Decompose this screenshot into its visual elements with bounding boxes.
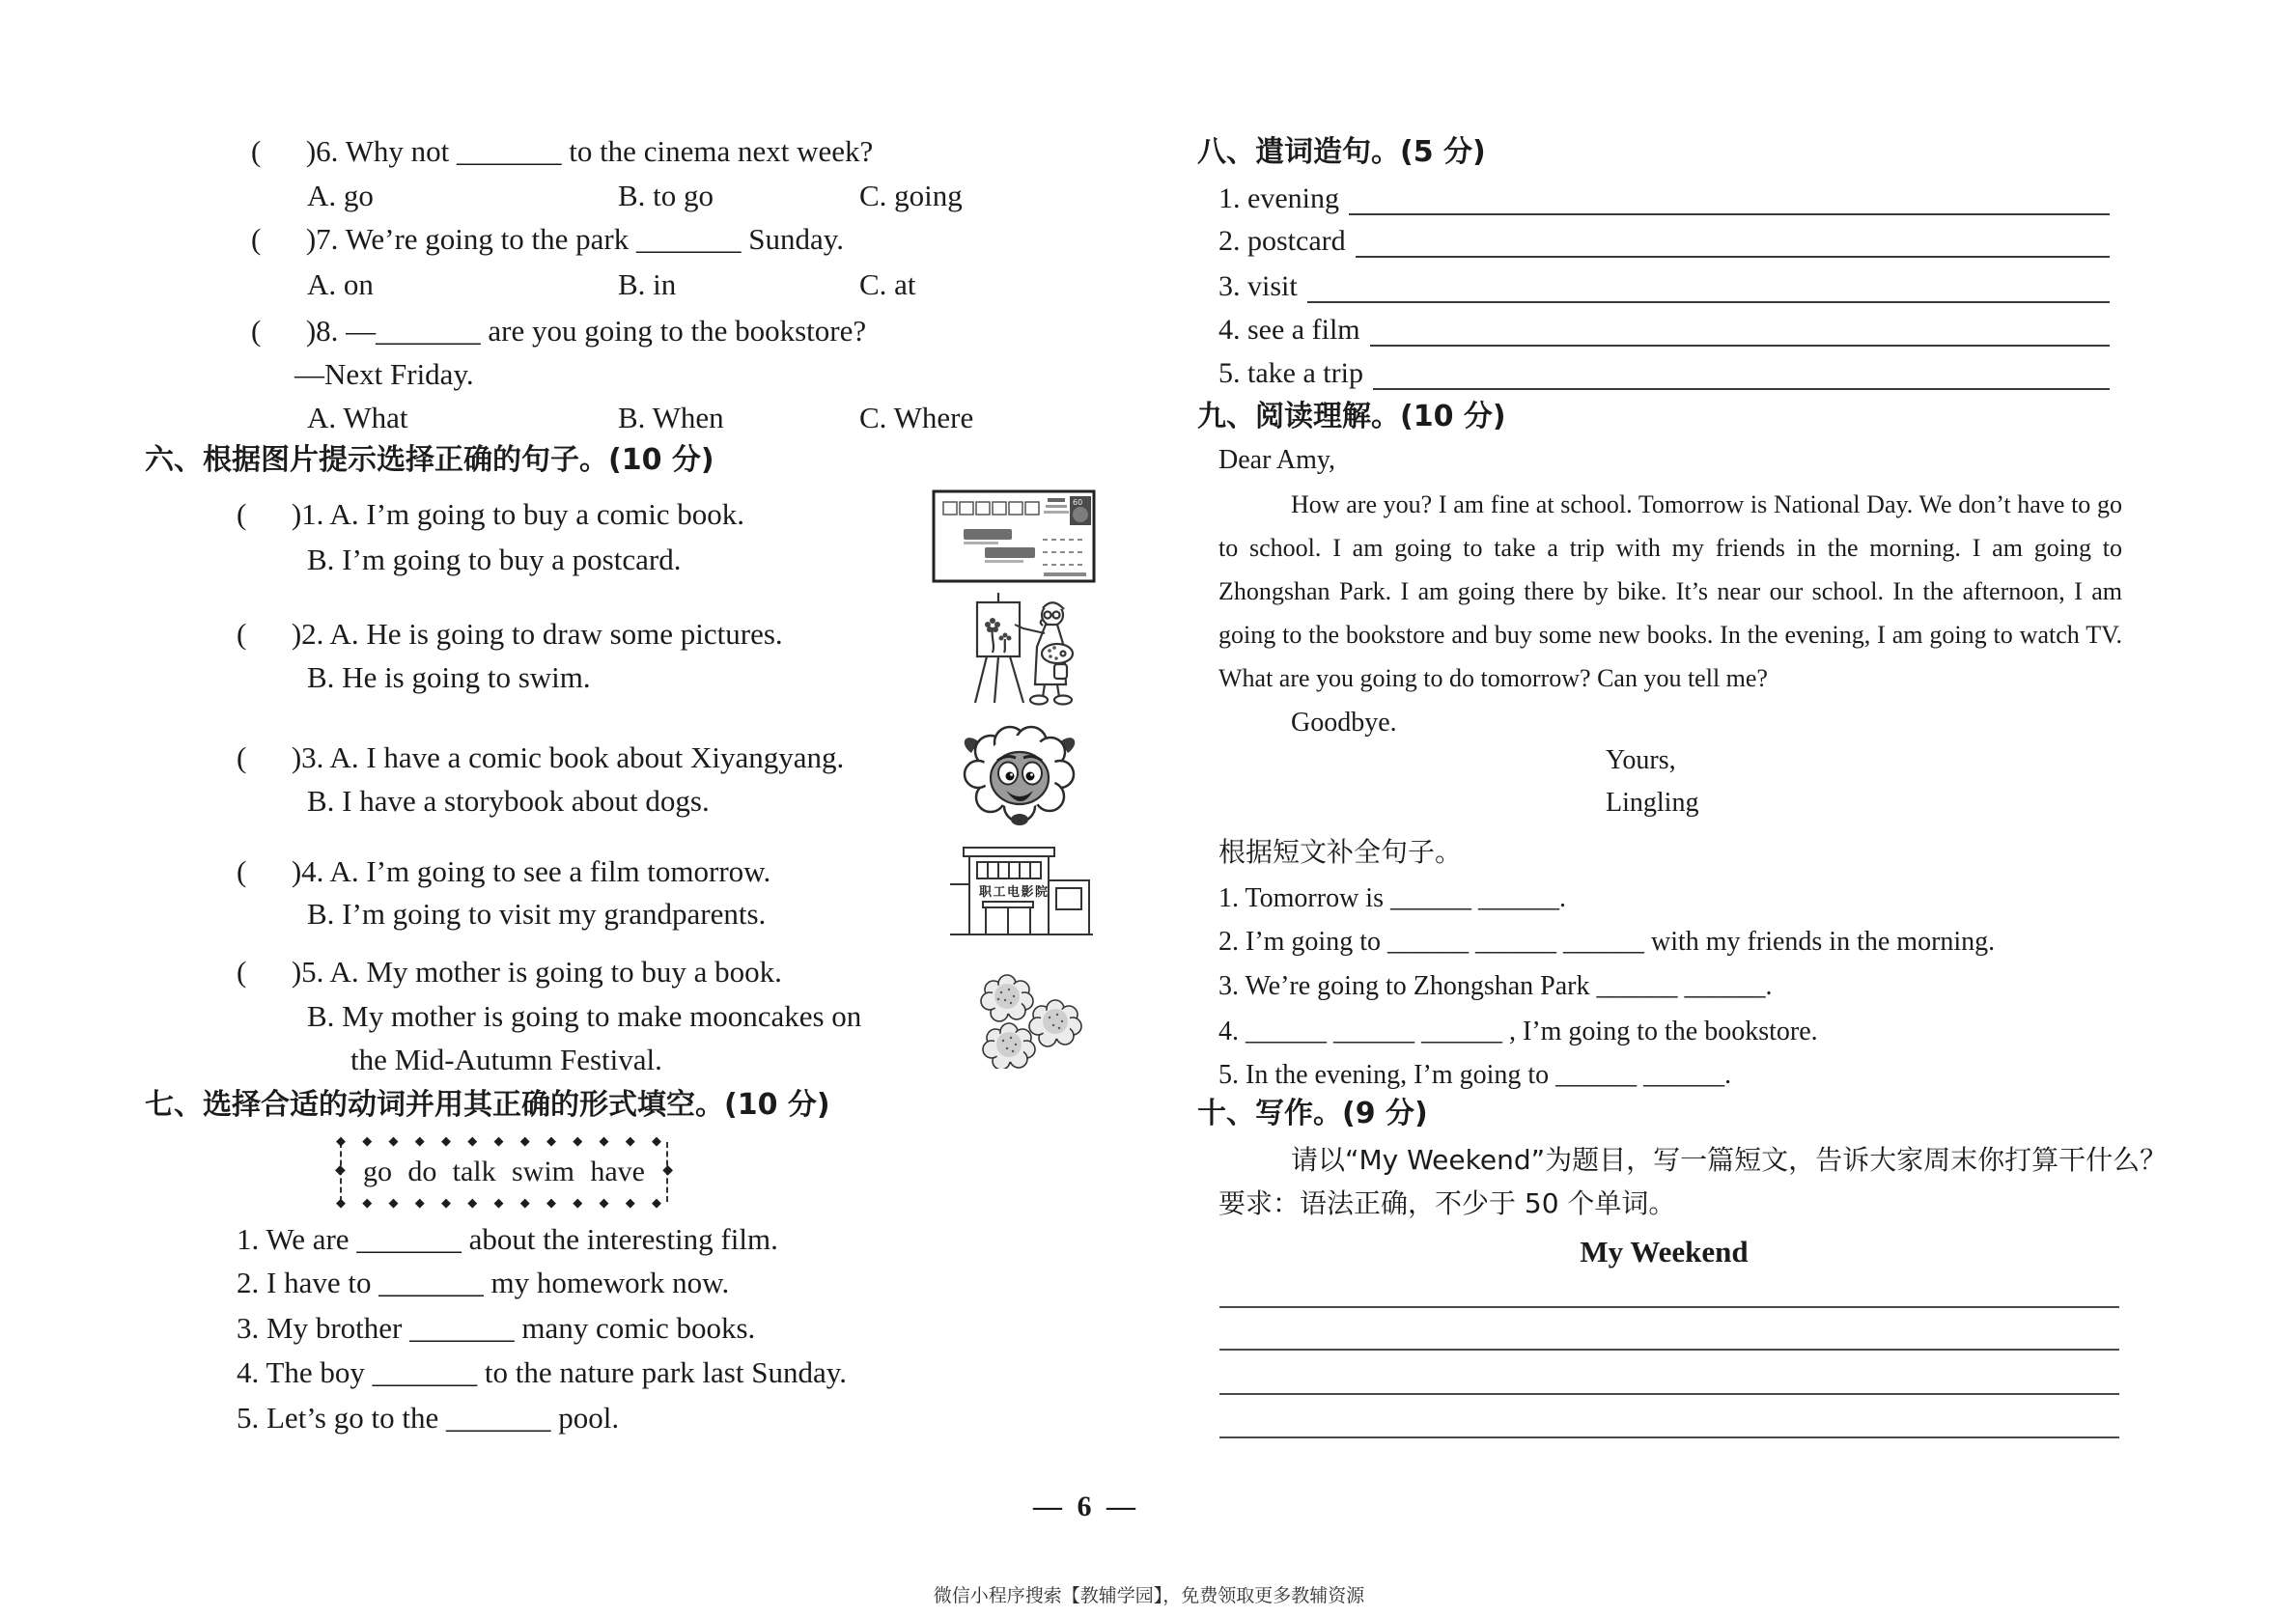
question-6-option-b: B. to go xyxy=(618,179,714,212)
letter-salutation: Dear Amy, xyxy=(1218,445,1336,475)
s9-item-2: 2. I’m going to ______ ______ ______ with my friends in the morning. xyxy=(1218,927,1996,957)
word-bank-word: swim xyxy=(511,1156,574,1187)
s8-item-4: 4. see a film xyxy=(1218,314,1360,346)
section-6-title: 六、根据图片提示选择正确的句子。(10 分) xyxy=(145,443,714,477)
footer-promo-text: 微信小程序搜索【教辅学园】，免费领取更多教辅资源 xyxy=(933,1585,1365,1606)
s8-item-row xyxy=(1218,310,2110,350)
s6-item-4-b: B. I’m going to visit my grandparents. xyxy=(307,897,767,931)
s7-item-1: 1. We are _______ about the interesting film. xyxy=(237,1222,778,1256)
letter-signature: Lingling xyxy=(1606,788,1699,818)
s6-item-1-b: B. I’m going to buy a postcard. xyxy=(307,543,682,576)
essay-writing-line xyxy=(1219,1306,2119,1308)
question-8-option-a: A. What xyxy=(307,401,408,434)
question-6-stem: ( )6. Why not _______ to the cinema next week? xyxy=(251,134,874,168)
s8-item-row xyxy=(1218,221,2110,262)
answer-blank-line xyxy=(1307,266,2110,303)
s6-item-5-b: B. My mother is going to make mooncakes on xyxy=(307,999,862,1033)
word-bank-word: go xyxy=(363,1156,392,1187)
s7-item-5: 5. Let’s go to the _______ pool. xyxy=(237,1401,620,1435)
question-7-option-a: A. on xyxy=(307,267,374,301)
reading-passage: How are you? I am fine at school. Tomorrow is National Day. We don’t have to go to school. I am going to take a trip with my friends in the morning. I am going to Zhongshan Park. I am going there by bike. It’s near our school. In the afternoon, I am going to the bookstore and buy some new books. In the evening, I am going to watch TV. What are you going to do tomorrow? Can you tell me? xyxy=(1218,490,2122,692)
essay-writing-line xyxy=(1219,1349,2119,1351)
question-8-option-c: C. Where xyxy=(859,401,974,434)
s6-item-1-a: ( )1. A. I’m going to buy a comic book. xyxy=(237,497,745,531)
section-9-title: 九、阅读理解。(10 分) xyxy=(1197,400,1506,433)
s6-item-2-a: ( )2. A. He is going to draw some pictures. xyxy=(237,617,783,651)
s10-prompt-line1: 请以“My Weekend”为题目，写一篇短文，告诉大家周末你打算干什么？ xyxy=(1291,1144,2168,1176)
s6-item-5-a: ( )5. A. My mother is going to buy a book. xyxy=(237,955,782,989)
word-bank-word: talk xyxy=(452,1156,496,1187)
painter-image xyxy=(964,589,1087,712)
s6-item-2-b: B. He is going to swim. xyxy=(307,660,591,694)
answer-blank-line xyxy=(1370,310,2110,347)
s6-item-3-a: ( )3. A. I have a comic book about Xiyangyang. xyxy=(237,740,845,774)
s9-item-3: 3. We’re going to Zhongshan Park ______ ______. xyxy=(1218,971,1773,1001)
essay-writing-line xyxy=(1219,1393,2119,1395)
letter-signoff: Yours, xyxy=(1606,745,1676,775)
s9-instruction: 根据短文补全句子。 xyxy=(1218,836,1463,868)
cinema-image xyxy=(948,842,1095,938)
s9-item-4: 4. ______ ______ ______ , I’m going to the bookstore. xyxy=(1218,1017,1818,1046)
s6-item-3-b: B. I have a storybook about dogs. xyxy=(307,784,710,818)
s7-item-2: 2. I have to _______ my homework now. xyxy=(237,1266,730,1299)
question-7-option-b: B. in xyxy=(618,267,677,301)
answer-blank-line xyxy=(1349,179,2110,215)
page-number: — 6 — xyxy=(1033,1491,1139,1522)
s9-item-5: 5. In the evening, I’m going to ______ ______. xyxy=(1218,1060,1732,1090)
s6-item-5-b-line2: the Mid-Autumn Festival. xyxy=(350,1043,662,1076)
question-6-option-a: A. go xyxy=(307,179,374,212)
question-8-option-b: B. When xyxy=(618,401,724,434)
answer-blank-line xyxy=(1356,221,2110,258)
diamond-border-icon: ◆ ◆ ◆ ◆ ◆ ◆ ◆ ◆ ◆ ◆ ◆ ◆ ◆ ◆ ◆ xyxy=(335,1163,346,1178)
s8-item-row xyxy=(1218,353,2110,394)
word-bank-box xyxy=(335,1142,673,1202)
s7-item-4: 4. The boy _______ to the nature park last Sunday. xyxy=(237,1355,847,1389)
s8-item-5: 5. take a trip xyxy=(1218,357,1363,389)
word-bank-word: have xyxy=(590,1156,645,1187)
s6-item-4-a: ( )4. A. I’m going to see a film tomorrow. xyxy=(237,854,771,888)
s8-item-row xyxy=(1218,266,2110,307)
answer-blank-line xyxy=(1373,353,2110,390)
section-7-title: 七、选择合适的动词并用其正确的形式填空。(10 分) xyxy=(145,1088,830,1122)
letter-closing: Goodbye. xyxy=(1291,708,1397,738)
question-8-answer-line: —Next Friday. xyxy=(294,357,474,391)
question-6-option-c: C. going xyxy=(859,179,963,212)
stamp-value: 60 xyxy=(1073,498,1083,507)
diamond-border-icon: ◆ xyxy=(662,1163,673,1178)
sheep-image xyxy=(948,722,1091,830)
question-7-option-c: C. at xyxy=(859,267,916,301)
s8-item-3: 3. visit xyxy=(1218,270,1298,302)
s8-item-1: 1. evening xyxy=(1218,182,1339,214)
s8-item-row xyxy=(1218,179,2110,219)
s10-prompt-line2: 要求：语法正确，不少于 50 个单词。 xyxy=(1218,1187,1676,1219)
word-bank-word: do xyxy=(407,1156,437,1187)
essay-title: My Weekend xyxy=(1580,1235,1749,1269)
question-7-stem: ( )7. We’re going to the park _______ Sunday. xyxy=(251,222,844,256)
s7-item-3: 3. My brother _______ many comic books. xyxy=(237,1311,756,1345)
section-10-title: 十、写作。(9 分) xyxy=(1197,1097,1428,1130)
essay-writing-line xyxy=(1219,1436,2119,1438)
question-8-stem: ( )8. —_______ are you going to the bookstore? xyxy=(251,314,867,348)
s9-item-1: 1. Tomorrow is ______ ______. xyxy=(1218,883,1566,913)
cinema-sign: 职工电影院 xyxy=(979,885,1050,900)
postcard-image xyxy=(932,489,1096,583)
mooncakes-image xyxy=(968,961,1086,1069)
section-8-title: 八、遣词造句。(5 分) xyxy=(1197,135,1486,169)
s8-item-2: 2. postcard xyxy=(1218,225,1346,257)
